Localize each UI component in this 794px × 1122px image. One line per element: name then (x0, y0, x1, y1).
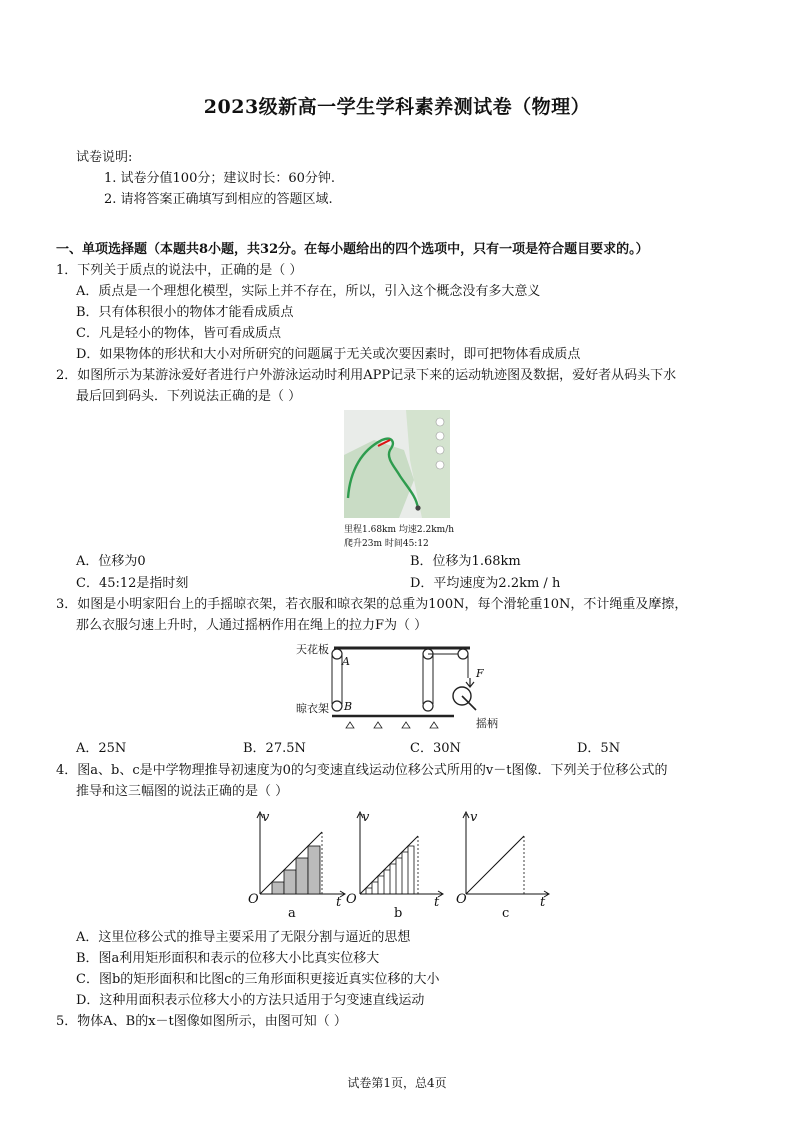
q2-option-d: D．平均速度为2.2km / h (410, 576, 561, 591)
label-f: F (476, 667, 484, 680)
q2-stem-line2: 最后回到码头．下列说法正确的是（ ） (76, 389, 302, 404)
force-arrow (466, 678, 474, 687)
pulley (423, 701, 433, 711)
q2-option-c: C．45:12是指时刻 (76, 576, 189, 591)
q5-stem: 5．物体A、B的x－t图像如图所示，由图可知（ ） (56, 1014, 347, 1029)
label-a: A (342, 655, 350, 668)
q3-option-b: B．27.5N (243, 741, 306, 756)
q4-stem-line2: 推导和这三幅图的说法正确的是（ ） (76, 784, 289, 799)
instruction-item: 1. 试卷分值100分；建议时长：60分钟. (104, 171, 336, 186)
graph-a-v-label: v (262, 810, 270, 825)
pulley (458, 649, 468, 659)
graph-b-t-label: t (434, 895, 440, 910)
q1-stem: 1．下列关于质点的说法中，正确的是（ ） (56, 263, 303, 278)
graph-a-t-label: t (336, 895, 342, 910)
graph-c-caption: c (502, 906, 510, 921)
q2-option-b: B．位移为1.68km (410, 554, 521, 569)
layers-icon (436, 432, 444, 440)
graph-a-caption: a (288, 906, 296, 921)
q1-option-c: C．凡是轻小的物体，皆可看成质点 (76, 326, 281, 341)
label-b: B (344, 700, 353, 713)
swim-track-map (344, 410, 450, 518)
graph-b-v-label: v (362, 810, 370, 825)
q1-option-b: B．只有体积很小的物体才能看成质点 (76, 305, 294, 320)
instructions-heading: 试卷说明: (76, 150, 133, 165)
q2-stem-line1: 2．如图所示为某游泳爱好者进行户外游泳运动时利用APP记录下来的运动轨迹图及数据，爱好者从码头下水 (56, 368, 677, 383)
label-crank: 摇柄 (476, 717, 498, 730)
q3-option-d: D．5N (577, 741, 621, 756)
q2-option-a: A．位移为0 (76, 554, 146, 569)
settings-icon (436, 461, 444, 469)
q3-stem-line2: 那么衣服匀速上升时，人通过摇柄作用在绳上的拉力F为（ ） (76, 618, 428, 633)
dock-marker (415, 505, 420, 510)
q3-option-a: A．25N (76, 741, 127, 756)
q3-stem-line1: 3．如图是小明家阳台上的手摇晾衣架，若衣服和晾衣架的总重为100N，每个滑轮重10N，不计绳重及摩擦， (56, 597, 688, 612)
pulley-a (332, 649, 342, 659)
page-title: 2023级新高一学生学科素养测试卷（物理） (203, 96, 591, 118)
graph-c-t-label: t (540, 895, 546, 910)
q4-stem-line1: 4．图a、b、c是中学物理推导初速度为0的匀变速直线运动位移公式所用的v－t图像．下列关于位移公式的 (56, 763, 668, 778)
page-footer: 试卷第1页，总4页 (347, 1076, 447, 1090)
hangers (346, 722, 438, 728)
vt-graph-b (346, 808, 446, 912)
locate-icon (436, 418, 444, 426)
q3-option-c: C．30N (410, 741, 461, 756)
instruction-item: 2. 请将答案正确填写到相应的答题区域. (104, 192, 333, 207)
section-heading: 一、单项选择题（本题共8小题，共32分。在每小题给出的四个选项中，只有一项是符合题目要求的。） (56, 242, 649, 257)
compass-icon (436, 446, 444, 454)
q4-option-a: A．这里位移公式的推导主要采用了无限分割与逼近的思想 (76, 930, 411, 945)
q1-option-d: D．如果物体的形状和大小对所研究的问题属于无关或次要因素时，即可把物体看成质点 (76, 347, 581, 362)
q4-option-c: C．图b的矩形面积和比图c的三角形面积更接近真实位移的大小 (76, 972, 440, 987)
graph-b-caption: b (394, 906, 403, 921)
graph-a-origin: O (248, 892, 259, 907)
label-ceiling: 天花板 (296, 643, 329, 656)
label-rack: 晾衣架 (296, 702, 329, 715)
map-caption-line2: 爬升23m 时间45:12 (344, 539, 429, 549)
graph-c-origin: O (456, 892, 467, 907)
pulley-b (332, 701, 342, 711)
q4-option-d: D．这种用面积表示位移大小的方法只适用于匀变速直线运动 (76, 993, 425, 1008)
graph-b-origin: O (346, 892, 357, 907)
vt-graph-c (454, 808, 554, 912)
graph-c-v-label: v (470, 810, 478, 825)
q1-option-a: A．质点是一个理想化模型，实际上并不存在，所以，引入这个概念没有多大意义 (76, 284, 541, 299)
q4-option-b: B．图a利用矩形面积和表示的位移大小比真实位移大 (76, 951, 380, 966)
map-caption-line1: 里程1.68km 均速2.2km/h (344, 525, 455, 535)
